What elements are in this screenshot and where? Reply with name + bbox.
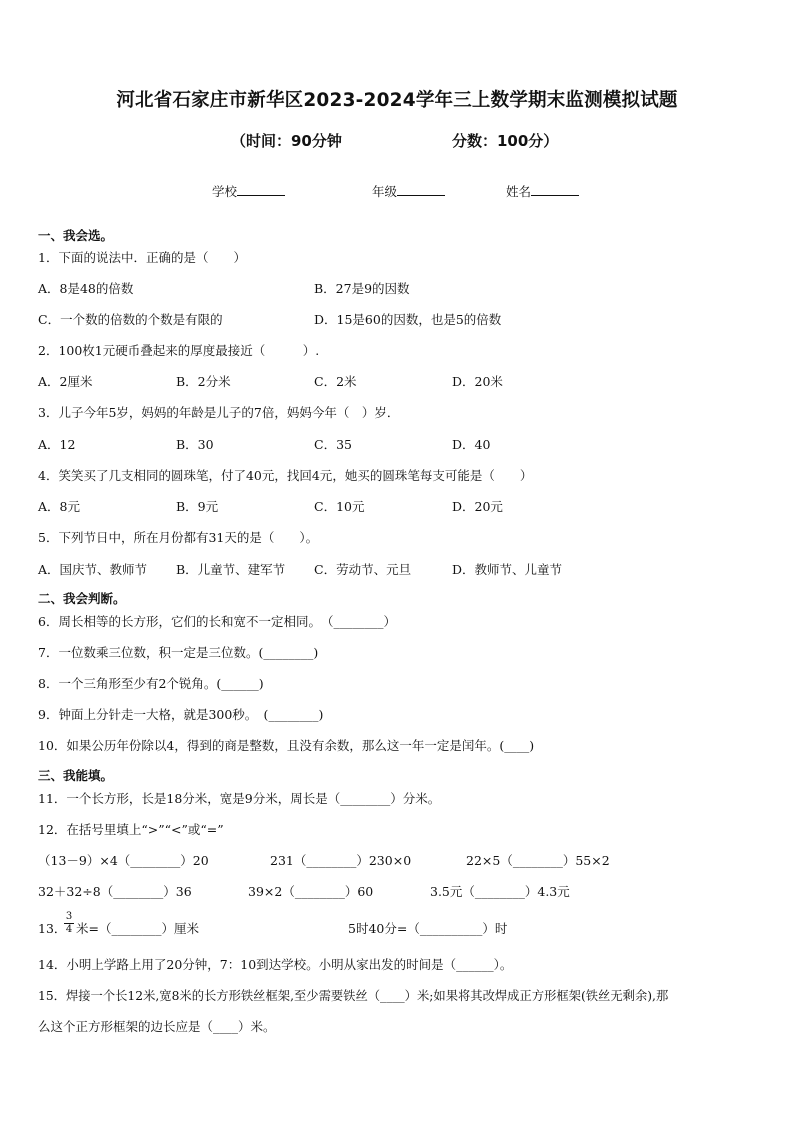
q13-fraction [64,912,74,935]
q3-option-b[interactable]: B．30 [176,437,214,452]
q12-compare-6: 3.5元（________）4.3元 [430,884,570,899]
q9: 9．钟面上分针走一大格，就是300秒。 (________) [38,707,324,722]
q13-number: 13． [38,921,67,936]
q3-option-a[interactable]: A．12 [38,437,76,452]
q13-part-b: 5时40分=（__________）时 [348,921,508,936]
q12-compare-4: 32＋32÷8（________）36 [38,884,192,899]
q4-option-b[interactable]: B．9元 [176,499,219,514]
fraction-numerator: 3 [65,911,73,922]
q8: 8．一个三角形至少有2个锐角。(______) [38,676,264,691]
q5-option-b[interactable]: B．儿童节、建军节 [176,562,286,577]
q14: 14．小明上学路上用了20分钟，7：10到达学校。小明从家出发的时间是（______）。 [38,957,513,972]
q7: 7．一位数乘三位数，积一定是三位数。(________) [38,645,319,660]
q12-compare-2: 231（________）230×0 [270,853,412,868]
section-choice: 一、我会选。 [38,228,114,243]
school-blank[interactable] [237,183,285,196]
q15-line-1: 15．焊接一个长12米,宽8米的长方形铁丝框架,至少需要铁丝（____）米;如果将其改焊成正方形框架(铁丝无剩余),那 [38,989,669,1003]
q1-option-d[interactable]: D．15是60的因数，也是5的倍数 [314,312,502,327]
q1-stem: 1．下面的说法中．正确的是（ ） [38,250,246,265]
q2-option-c[interactable]: C．2米 [314,374,357,389]
q12-compare-5: 39×2（________）60 [248,884,374,899]
q3-stem: 3．儿子今年5岁，妈妈的年龄是儿子的7倍，妈妈今年（ ）岁． [38,405,400,420]
q12-stem: 12．在括号里填上“>”“<”或“=” [38,822,224,837]
q5-stem: 5．下列节日中，所在月份都有31天的是（ ）。 [38,530,319,545]
q15-line-2: 么这个正方形框架的边长应是（____）米。 [38,1019,276,1034]
q1-option-c[interactable]: C．一个数的倍数的个数是有限的 [38,312,223,327]
section-judge: 二、我会判断。 [38,591,126,606]
q4-option-d[interactable]: D．20元 [452,499,503,514]
q2-option-d[interactable]: D．20米 [452,374,503,389]
grade-label: 年级 [372,184,398,199]
grade-blank[interactable] [397,183,445,196]
q12-compare-3: 22×5（________）55×2 [466,853,610,868]
q3-option-d[interactable]: D．40 [452,437,491,452]
q5-option-d[interactable]: D．教师节、儿童节 [452,562,563,577]
fraction-denominator: 4 [65,924,73,935]
q4-option-c[interactable]: C．10元 [314,499,365,514]
name-label: 姓名 [506,184,532,199]
q2-option-b[interactable]: B．2分米 [176,374,231,389]
q4-stem: 4．笑笑买了几支相同的圆珠笔，付了40元，找回4元，她买的圆珠笔每支可能是（ ） [38,468,533,483]
name-field [506,182,579,200]
q2-option-a[interactable]: A．2厘米 [38,374,93,389]
school-field [212,182,285,200]
name-blank[interactable] [531,183,579,196]
q2-stem: 2．100枚1元硬币叠起来的厚度最接近（ ）. [38,343,320,358]
q1-option-b[interactable]: B．27是9的因数 [314,281,410,296]
exam-time: （时间：90分钟 [231,132,342,150]
exam-title: 河北省石家庄市新华区2023-2024学年三上数学期末监测模拟试题 [116,90,678,111]
school-label: 学校 [212,184,238,199]
section-fill: 三、我能填。 [38,768,114,783]
q11: 11．一个长方形，长是18分米，宽是9分米，周长是（________）分米。 [38,791,441,806]
q6: 6．周长相等的长方形，它们的长和宽不一定相同。 （________） [38,614,396,629]
exam-score: 分数：100分） [452,132,559,150]
grade-field [372,182,445,200]
q4-option-a[interactable]: A．8元 [38,499,80,514]
q5-option-c[interactable]: C．劳动节、元旦 [314,562,412,577]
q13-part-a: 米=（________）厘米 [76,921,199,936]
q3-option-c[interactable]: C．35 [314,437,352,452]
q10: 10．如果公历年份除以4，得到的商是整数，且没有余数，那么这一年一定是闰年。(____) [38,738,535,753]
q5-option-a[interactable]: A．国庆节、教师节 [38,562,148,577]
q12-compare-1: （13－9）×4（________）20 [38,853,209,868]
q1-option-a[interactable]: A．8是48的倍数 [38,281,134,296]
